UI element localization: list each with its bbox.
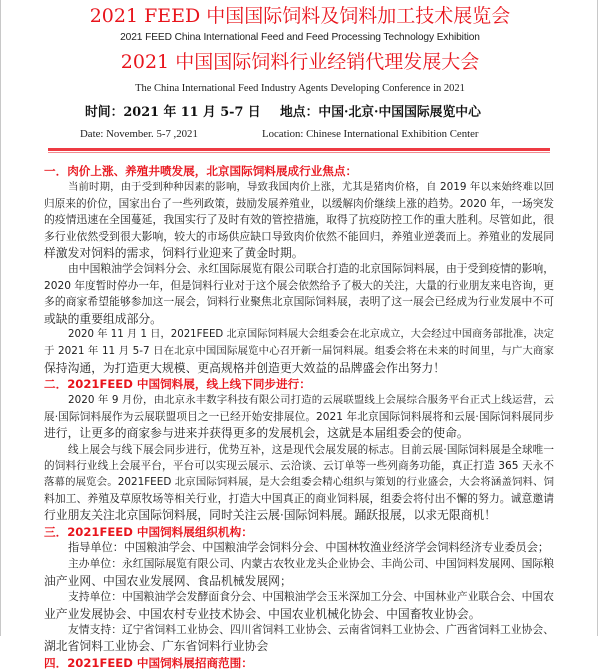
organizer-guidance: 指导单位：中国粮油学会、中国粮油学会饲料分会、中国林牧渔业经济学会饲料经济专业委员会； — [68, 540, 550, 554]
paragraph-line: 多行业依然受到很大影响，较大的市场供应缺口导致肉价依然不能回归，养殖业逆袭而上。养殖业的发展同 — [44, 229, 554, 243]
paragraph-line: 展·国际饲料展作为云展联盟项目之一已经开始安排展位。2021 年北京国际饲料展将和云展·国际饲料展同步 — [44, 410, 554, 423]
paragraph-line: 多的商家希望能够参加这一展会，饲料行业聚焦北京国际饲料展，表明了这一展会已经成为行业发展中不可 — [44, 295, 554, 309]
conference-title-en: The China International Feed Industry Agents Developing Conference in 2021 — [135, 83, 465, 94]
paragraph-line: 2020 年 9 月份，由北京永丰数字科技有限公司打造的云展联盟线上会展综合服务平台正式上线运营，云 — [68, 394, 554, 407]
time-cn: 时间：2021 年 11 月 5-7 日 — [85, 105, 261, 120]
section-heading: 二．2021FEED 中国饲料展，线上线下同步进行： — [44, 377, 311, 392]
paragraph-line: 保持沟通，为打造更大规模、更高规格并创造更大效益的品牌盛会作出努力！ — [44, 360, 446, 375]
paragraph-line: 样激发对饲料的需求，饲料行业迎来了黄金时期。 — [44, 245, 304, 260]
paragraph-line: 料加工、养殖及草原牧场等相关行业，打造大中国真正的商业饲料展，组委会将付出不懈的努力。诚意邀请 — [44, 491, 554, 505]
paragraph-line: 由中国粮油学会饲料分会、永红国际展览有限公司联合打造的北京国际饲料展，由于受到疫情的影响， — [68, 262, 554, 276]
place-cn: 地点：中国·北京·中国国际展览中心 — [280, 105, 481, 120]
section-heading: 四．2021FEED 中国饲料展招商范围： — [44, 655, 253, 670]
paragraph-line: 当前时期，由于受到种种因素的影响，导致我国肉价上涨，尤其是猪肉价格，自 2019 年以来始终难以回 — [68, 181, 554, 194]
paragraph-line: 进行，让更多的商家参与进来并获得更多的发展机会，这就是本届组委会的使命。 — [44, 426, 469, 441]
paragraph-line: 行业朋友关注北京国际饲料展，同时关注云展·国际饲料展。踊跃报展，以求无限商机！ — [44, 508, 497, 523]
paragraph-line: 或缺的重要组成部分。 — [44, 311, 162, 326]
paragraph-line: 业产业发展协会、中国农村专业技术协会、中国农业机械化协会、中国畜牧业协会。 — [44, 606, 481, 621]
paragraph-line: 湖北省饲料工业协会、广东省饲料行业协会 — [44, 639, 269, 654]
paragraph-line: 2020 年 11 月 1 日，2021FEED 北京国际饲料展大会组委会在北京成立，大会经过中国商务部批准，决定 — [68, 328, 554, 340]
exhibition-title-cn: 2021 FEED 中国国际饲料及饲料加工技术展览会 — [89, 5, 511, 27]
paragraph-line: 油产业网、中国农业发展网、食品机械发展网； — [44, 573, 292, 588]
paragraph-line: 归原来的价位，国家出台了一些列政策，鼓励发展养殖业，以缓解肉价继续上涨的趋势。2020 年，一场突发 — [44, 197, 554, 210]
header-divider-thick — [48, 148, 550, 151]
organizer-friendly-support: 友情支持：辽宁省饲料工业协会、四川省饲料工业协会、云南省饲料工业协会、广西省饲料工业协会、 — [68, 622, 554, 636]
section-heading: 三．2021FEED 中国饲料展组织机构： — [44, 524, 253, 539]
exhibition-title-en: 2021 FEED China International Feed and Feed Processing Technology Exhibition — [120, 32, 480, 43]
date-en: Date: November. 5-7 ,2021 — [80, 128, 198, 140]
location-en: Location: Chinese International Exhibition Center — [262, 128, 479, 140]
paragraph-line: 落幕的展览会。2021FEED 北京国际饲料展，是大会组委会精心组织与策划的行业盛会，大会将涵盖饲料、饲 — [44, 476, 554, 489]
paragraph-line: 2020 年度暂时停办一年，但是饲料行业对于这个展会依然给予了极大的关注，大量的行业朋友来电咨询，更 — [44, 279, 554, 292]
conference-title-cn: 2021 中国国际饲料行业经销代理发展大会 — [120, 51, 480, 73]
document-body — [44, 163, 554, 671]
paragraph-line: 于 2021 年 11 月 5-7 日在北京中国国际展览中心召开新一届饲料展。组委会将在未来的时间里，与广大商家 — [44, 345, 554, 358]
section-heading: 一．肉价上涨、养殖井喷发展，北京国际饲料展成行业焦点： — [44, 164, 358, 178]
paragraph-line: 线上展会与线下展会同步进行，优势互补，这是现代会展发展的标志。目前云展·国际饲料展是全球唯一 — [68, 443, 554, 456]
organizer-support: 支持单位：中国粮油学会发酵面食分会、中国粮油学会玉米深加工分会、中国林业产业联合会、中国农 — [68, 590, 554, 604]
paragraph-line: 的疫情迅速在全国蔓延，我国实行了及时有效的管控措施，取得了抗疫防控工作的重大胜利。尽管如此，很 — [44, 213, 554, 227]
organizer-host: 主办单位：永红国际展览有限公司、内蒙古农牧业龙头企业协会、丰尚公司、中国饲料发展网、国际粮 — [68, 557, 554, 571]
header-divider-thin — [48, 152, 550, 153]
paragraph-line: 的饲料行业线上会展平台，平台可以实现云展示、云洽谈、云订单等一些列商务功能，真正打造 365 天永不 — [44, 460, 554, 473]
